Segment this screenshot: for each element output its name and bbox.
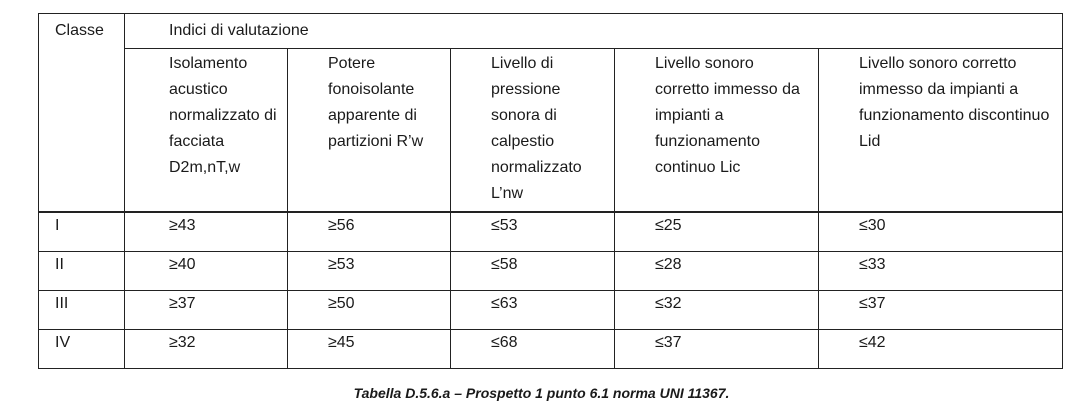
header-indici: Indici di valutazione xyxy=(169,22,309,39)
column-header-lnw: Livello di pressione sonora di calpestio normalizzato L’nw xyxy=(491,55,582,202)
cell-value: ≤42 xyxy=(859,334,886,351)
column-header-lic: Livello sonoro corretto immesso da impianti a funzionamento continuo Lic xyxy=(655,55,800,176)
column-header-cell xyxy=(451,49,615,213)
table-subheader-row xyxy=(39,49,1063,213)
cell-value: ≥43 xyxy=(169,217,196,234)
cell-value: ≤33 xyxy=(859,256,886,273)
table-cell xyxy=(615,291,819,330)
table-row xyxy=(39,252,1063,291)
table-cell xyxy=(615,330,819,369)
row-classe: IV xyxy=(55,334,71,351)
cell-value: ≥45 xyxy=(328,334,355,351)
cell-value: ≥56 xyxy=(328,217,355,234)
cell-value: ≤25 xyxy=(655,217,682,234)
table-cell xyxy=(39,252,125,291)
table-row xyxy=(39,212,1063,252)
table-cell xyxy=(615,212,819,252)
table-row xyxy=(39,291,1063,330)
row-classe: III xyxy=(55,295,69,312)
cell-value: ≤32 xyxy=(655,295,682,312)
row-classe: I xyxy=(55,217,60,234)
table-cell xyxy=(451,252,615,291)
table-cell xyxy=(819,212,1063,252)
cell-value: ≤58 xyxy=(491,256,518,273)
table-cell xyxy=(39,212,125,252)
header-classe: Classe xyxy=(55,22,104,39)
table-cell xyxy=(288,291,451,330)
table-cell xyxy=(451,330,615,369)
table-cell xyxy=(288,212,451,252)
column-header-cell xyxy=(615,49,819,213)
column-header-cell xyxy=(288,49,451,213)
column-header-cell xyxy=(819,49,1063,213)
table-cell xyxy=(125,212,288,252)
table-cell xyxy=(39,330,125,369)
cell-value: ≤53 xyxy=(491,217,518,234)
table-cell xyxy=(451,212,615,252)
cell-value: ≤37 xyxy=(655,334,682,351)
cell-value: ≤63 xyxy=(491,295,518,312)
cell-value: ≤37 xyxy=(859,295,886,312)
table-cell xyxy=(288,330,451,369)
table-cell xyxy=(819,252,1063,291)
column-header-d2mntw: Isolamento acustico normalizzato di facciata D2m,nT,w xyxy=(169,55,277,176)
header-classe-cell xyxy=(39,14,125,213)
table-header-row xyxy=(39,14,1063,49)
acoustic-classes-table xyxy=(38,13,1063,369)
table-row xyxy=(39,330,1063,369)
table-caption: Tabella D.5.6.a – Prospetto 1 punto 6.1 norma UNI 11367. xyxy=(353,385,730,401)
column-header-cell xyxy=(125,49,288,213)
table-cell xyxy=(125,330,288,369)
table-cell xyxy=(819,291,1063,330)
table-cell xyxy=(125,252,288,291)
cell-value: ≥50 xyxy=(328,295,355,312)
cell-value: ≤28 xyxy=(655,256,682,273)
cell-value: ≥32 xyxy=(169,334,196,351)
table-cell xyxy=(615,252,819,291)
table-cell xyxy=(451,291,615,330)
table-cell xyxy=(39,291,125,330)
table-cell xyxy=(288,252,451,291)
cell-value: ≥40 xyxy=(169,256,196,273)
column-header-lid: Livello sonoro corretto immesso da impianti a funzionamento discontinuo Lid xyxy=(859,55,1050,150)
table-cell xyxy=(125,291,288,330)
column-header-rw: Potere fonoisolante apparente di partizioni R’w xyxy=(328,55,424,150)
cell-value: ≥53 xyxy=(328,256,355,273)
table-cell xyxy=(819,330,1063,369)
cell-value: ≤68 xyxy=(491,334,518,351)
cell-value: ≥37 xyxy=(169,295,196,312)
cell-value: ≤30 xyxy=(859,217,886,234)
row-classe: II xyxy=(55,256,64,273)
header-indici-cell xyxy=(125,14,1063,49)
